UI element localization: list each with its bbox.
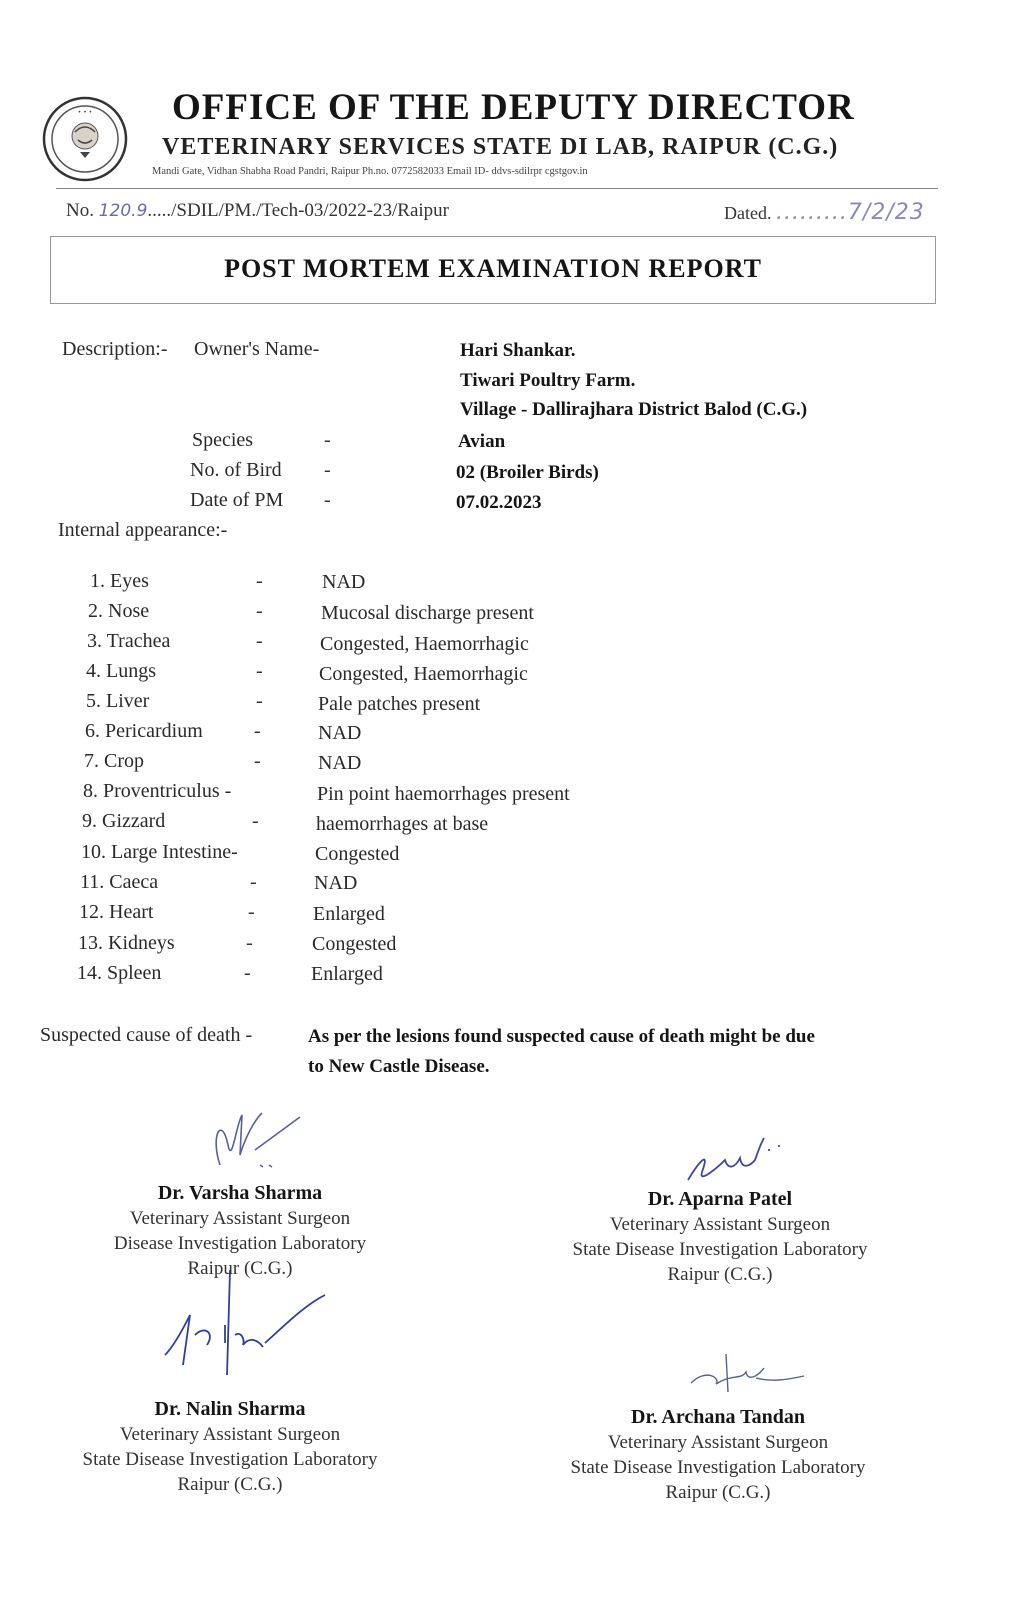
organ-label: 10. Large Intestine- bbox=[81, 841, 238, 863]
organ-dash: - bbox=[256, 570, 263, 592]
government-seal-logo bbox=[42, 96, 128, 182]
organ-finding: NAD bbox=[318, 752, 362, 774]
report-title: POST MORTEM EXAMINATION REPORT bbox=[224, 254, 762, 283]
signature-aparna bbox=[680, 1130, 790, 1190]
organ-dash: - bbox=[254, 750, 261, 772]
internal-appearance-label: Internal appearance:- bbox=[58, 519, 228, 541]
signatory-name: Dr. Archana Tandan bbox=[631, 1406, 805, 1428]
svg-text:• • •: • • • bbox=[77, 109, 93, 116]
organ-finding: Congested bbox=[312, 933, 397, 955]
organ-dash: - bbox=[250, 871, 257, 893]
cause-line-1: As per the lesions found suspected cause of death might be due bbox=[308, 1026, 815, 1047]
organ-dash: - bbox=[246, 932, 253, 954]
organ-dash: - bbox=[252, 810, 259, 832]
signatory-designation: Veterinary Assistant Surgeon bbox=[607, 1432, 829, 1453]
signatory-place: Raipur (C.G.) bbox=[177, 1474, 283, 1495]
organ-label: 13. Kidneys bbox=[78, 932, 175, 954]
organ-label: 7. Crop bbox=[84, 750, 144, 772]
village-district: Village - Dallirajhara District Balod (C.G.) bbox=[460, 399, 808, 420]
signatory-lab: Disease Investigation Laboratory bbox=[113, 1233, 367, 1254]
organ-dash: - bbox=[256, 690, 263, 712]
species-dash: - bbox=[324, 429, 331, 451]
organ-label: 11. Caeca bbox=[80, 871, 159, 893]
owner-name: Hari Shankar. bbox=[460, 340, 576, 361]
organ-label: 12. Heart bbox=[79, 901, 154, 923]
reference-number bbox=[66, 200, 449, 222]
signatory-block-archana bbox=[536, 1406, 900, 1504]
signatory-name: Dr. Nalin Sharma bbox=[154, 1398, 306, 1420]
organ-finding: Congested, Haemorrhagic bbox=[319, 663, 528, 685]
cause-text bbox=[308, 1022, 815, 1082]
organ-label: 6. Pericardium bbox=[85, 720, 203, 742]
office-heading: OFFICE OF THE DEPUTY DIRECTOR bbox=[172, 87, 855, 128]
species-label: Species bbox=[192, 429, 254, 451]
organ-finding: NAD bbox=[318, 722, 362, 744]
organ-label: 2. Nose bbox=[88, 600, 150, 622]
organ-finding: NAD bbox=[314, 872, 358, 894]
organ-dash: - bbox=[244, 962, 251, 984]
organ-dash: - bbox=[256, 600, 263, 622]
signature-nalin bbox=[155, 1265, 335, 1380]
organ-label: 8. Proventriculus - bbox=[83, 780, 232, 802]
signatory-designation: Veterinary Assistant Surgeon bbox=[609, 1214, 831, 1235]
description-label: Description:- bbox=[62, 338, 168, 360]
dated-field bbox=[724, 200, 925, 225]
organ-finding: Congested bbox=[315, 843, 400, 865]
date-pm-label: Date of PM bbox=[190, 489, 284, 511]
handwritten-date: .........7/2/23 bbox=[775, 200, 925, 225]
birds-dash: - bbox=[324, 459, 331, 481]
signatory-name: Dr. Aparna Patel bbox=[647, 1188, 793, 1210]
organ-label: 1. Eyes bbox=[90, 570, 149, 592]
reference-suffix: ...../SDIL/PM./Tech-03/2022-23/Raipur bbox=[147, 200, 449, 221]
signatory-block-varsha bbox=[70, 1182, 410, 1280]
organ-label: 5. Liver bbox=[86, 690, 150, 712]
no-prefix: No. bbox=[66, 200, 94, 221]
signatory-lab: State Disease Investigation Laboratory bbox=[82, 1449, 378, 1470]
organ-label: 4. Lungs bbox=[86, 660, 156, 682]
organ-label: 9. Gizzard bbox=[82, 810, 166, 832]
dated-label: Dated. bbox=[724, 203, 772, 223]
signatory-name: Dr. Varsha Sharma bbox=[157, 1182, 323, 1204]
handwritten-number: 120.9 bbox=[98, 201, 148, 221]
organ-finding: Enlarged bbox=[311, 963, 383, 985]
farm-name: Tiwari Poultry Farm. bbox=[460, 370, 636, 391]
organ-finding: Pale patches present bbox=[318, 693, 481, 715]
date-pm-value: 07.02.2023 bbox=[456, 492, 542, 513]
signature-archana bbox=[686, 1348, 806, 1398]
header-divider bbox=[56, 188, 938, 189]
signatory-lab: State Disease Investigation Laboratory bbox=[570, 1457, 866, 1478]
cause-label: Suspected cause of death - bbox=[40, 1024, 253, 1046]
birds-value: 02 (Broiler Birds) bbox=[456, 462, 599, 483]
organ-finding: Pin point haemorrhages present bbox=[317, 783, 570, 805]
organ-dash: - bbox=[256, 660, 263, 682]
signatory-place: Raipur (C.G.) bbox=[667, 1264, 773, 1285]
department-heading: VETERINARY SERVICES STATE DI LAB, RAIPUR (C.G.) bbox=[162, 134, 839, 160]
signature-varsha bbox=[200, 1105, 310, 1185]
organ-label: 3. Trachea bbox=[87, 630, 171, 652]
signatory-block-nalin bbox=[50, 1398, 410, 1496]
organ-dash: - bbox=[254, 720, 261, 742]
signatory-designation: Veterinary Assistant Surgeon bbox=[129, 1208, 351, 1229]
signatory-place: Raipur (C.G.) bbox=[665, 1482, 771, 1503]
address-line: Mandi Gate, Vidhan Shabha Road Pandri, Raipur Ph.no. 0772582033 Email ID- ddvs-sdilrpr cgstgov.in bbox=[152, 166, 588, 177]
organ-dash: - bbox=[256, 630, 263, 652]
birds-label: No. of Bird bbox=[190, 459, 282, 481]
species-value: Avian bbox=[458, 431, 506, 452]
cause-line-2: to New Castle Disease. bbox=[308, 1056, 490, 1077]
organ-finding: NAD bbox=[322, 571, 366, 593]
date-pm-dash: - bbox=[324, 489, 331, 511]
organ-finding: Congested, Haemorrhagic bbox=[320, 633, 529, 655]
signatory-place: Raipur (C.G.) bbox=[187, 1258, 293, 1279]
organ-finding: Mucosal discharge present bbox=[321, 602, 534, 624]
owner-name-label: Owner's Name- bbox=[194, 338, 320, 360]
signatory-block-aparna bbox=[540, 1188, 900, 1286]
organ-finding: haemorrhages at base bbox=[316, 813, 489, 835]
signatory-lab: State Disease Investigation Laboratory bbox=[572, 1239, 868, 1260]
organ-finding: Enlarged bbox=[313, 903, 385, 925]
signatory-designation: Veterinary Assistant Surgeon bbox=[119, 1424, 341, 1445]
organ-label: 14. Spleen bbox=[77, 962, 162, 984]
organ-dash: - bbox=[248, 901, 255, 923]
